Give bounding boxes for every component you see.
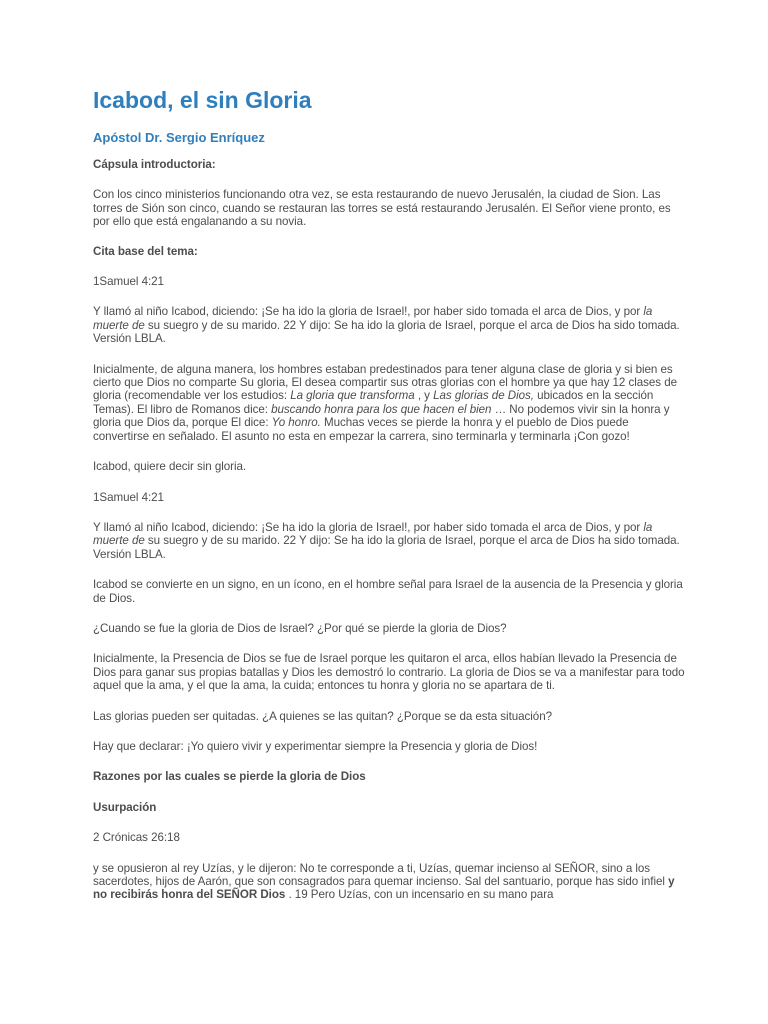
verse-paragraph-1: Y llamó al niño Icabod, diciendo: ¡Se ha ido la gloria de Israel!, por haber sido tomada el arca de Dios, y por la muerte de su suegro y de su marido. 22 Y dijo: Se ha ido la gloria de Israel, porque el arca de Dios ha sido tomada. Versión LBLA. — [93, 305, 680, 346]
declarar-paragraph: Hay que declarar: ¡Yo quiero vivir y experimentar siempre la Presencia y gloria de Dios! — [93, 739, 538, 753]
verse-paragraph-2: Y llamó al niño Icabod, diciendo: ¡Se ha ido la gloria de Israel!, por haber sido tomada el arca de Dios, y por la muerte de su suegro y de su marido. 22 Y dijo: Se ha ido la gloria de Israel, porque el arca de Dios ha sido tomada. Versión LBLA. — [93, 520, 680, 561]
inicialmente-2-paragraph: Inicialmente, la Presencia de Dios se fue de Israel porque les quitaron el arca, ellos habían llevado la Presencia de Dios para ganar sus propias batallas y Dios les demostró lo contrario. La gloria de Dios se va a manifestar para todo aquel que la ama, y el que la ama, la cuida; entonces tu honra y gloria no se apartara de ti. — [93, 652, 685, 693]
page-title: Icabod, el sin Gloria — [93, 87, 312, 113]
intro-paragraph: Con los cinco ministerios funcionando otra vez, se esta restaurando de nuevo Jerusalén, la ciudad de Sion. Las torres de Sión son cinco, cuando se restauran las torres se está restaurando Jerusalén. El Señor viene pronto, es por ello que está engalanando a su novia. — [93, 188, 671, 229]
reference-3: 2 Crónicas 26:18 — [93, 831, 180, 845]
signo-paragraph: Icabod se convierte en un signo, en un ícono, en el hombre señal para Israel de la ausencia de la Presencia y gloria de Dios. — [93, 578, 683, 605]
usurpacion-heading: Usurpación — [93, 800, 157, 814]
author-name: Apóstol Dr. Sergio Enríquez — [93, 130, 265, 145]
capsula-heading: Cápsula introductoria: — [93, 158, 216, 171]
inicialmente-paragraph: Inicialmente, de alguna manera, los hombres estaban predestinados para tener alguna clase de gloria y si bien es cierto que Dios no comparte Su gloria, El desea compartir sus otras glorias con el hombre ya que hay 12 clases de gloria (recomendable ver los estudios: La gloria que transforma , y Las glorias de Dios, ubicados en la sección Temas). El libro de Romanos dice: buscando honra para los que hacen el bien … No podemos vivir sin la honra y gloria que Dios da, porque El dice: Yo honro. Muchas veces se pierde la honra y el pueblo de Dios puede convertirse en señalado. El asunto no esta en empezar la carrera, sino terminarla y terminarla ¡Con gozo! — [93, 362, 678, 443]
reference-1: 1Samuel 4:21 — [93, 275, 164, 289]
glorias-paragraph: Las glorias pueden ser quitadas. ¿A quienes se las quitan? ¿Porque se da esta situación? — [93, 709, 553, 723]
razones-heading: Razones por las cuales se pierde la gloria de Dios — [93, 770, 366, 784]
uzias-paragraph: y se opusieron al rey Uzías, y le dijeron: No te corresponde a ti, Uzías, quemar incienso al SEÑOR, sino a los sacerdotes, hijos de Aarón, que son consagrados para quemar incienso. Sal del santuario, porque has sido infiel y no recibirás honra del SEÑOR Dios . 19 Pero Uzías, con un incensario en su mano para — [93, 861, 675, 902]
cita-heading: Cita base del tema: — [93, 244, 198, 258]
icabod-paragraph: Icabod, quiere decir sin gloria. — [93, 460, 247, 474]
cuando-paragraph: ¿Cuando se fue la gloria de Dios de Israel? ¿Por qué se pierde la gloria de Dios? — [93, 621, 507, 635]
reference-2: 1Samuel 4:21 — [93, 490, 164, 504]
document-page — [93, 84, 685, 902]
